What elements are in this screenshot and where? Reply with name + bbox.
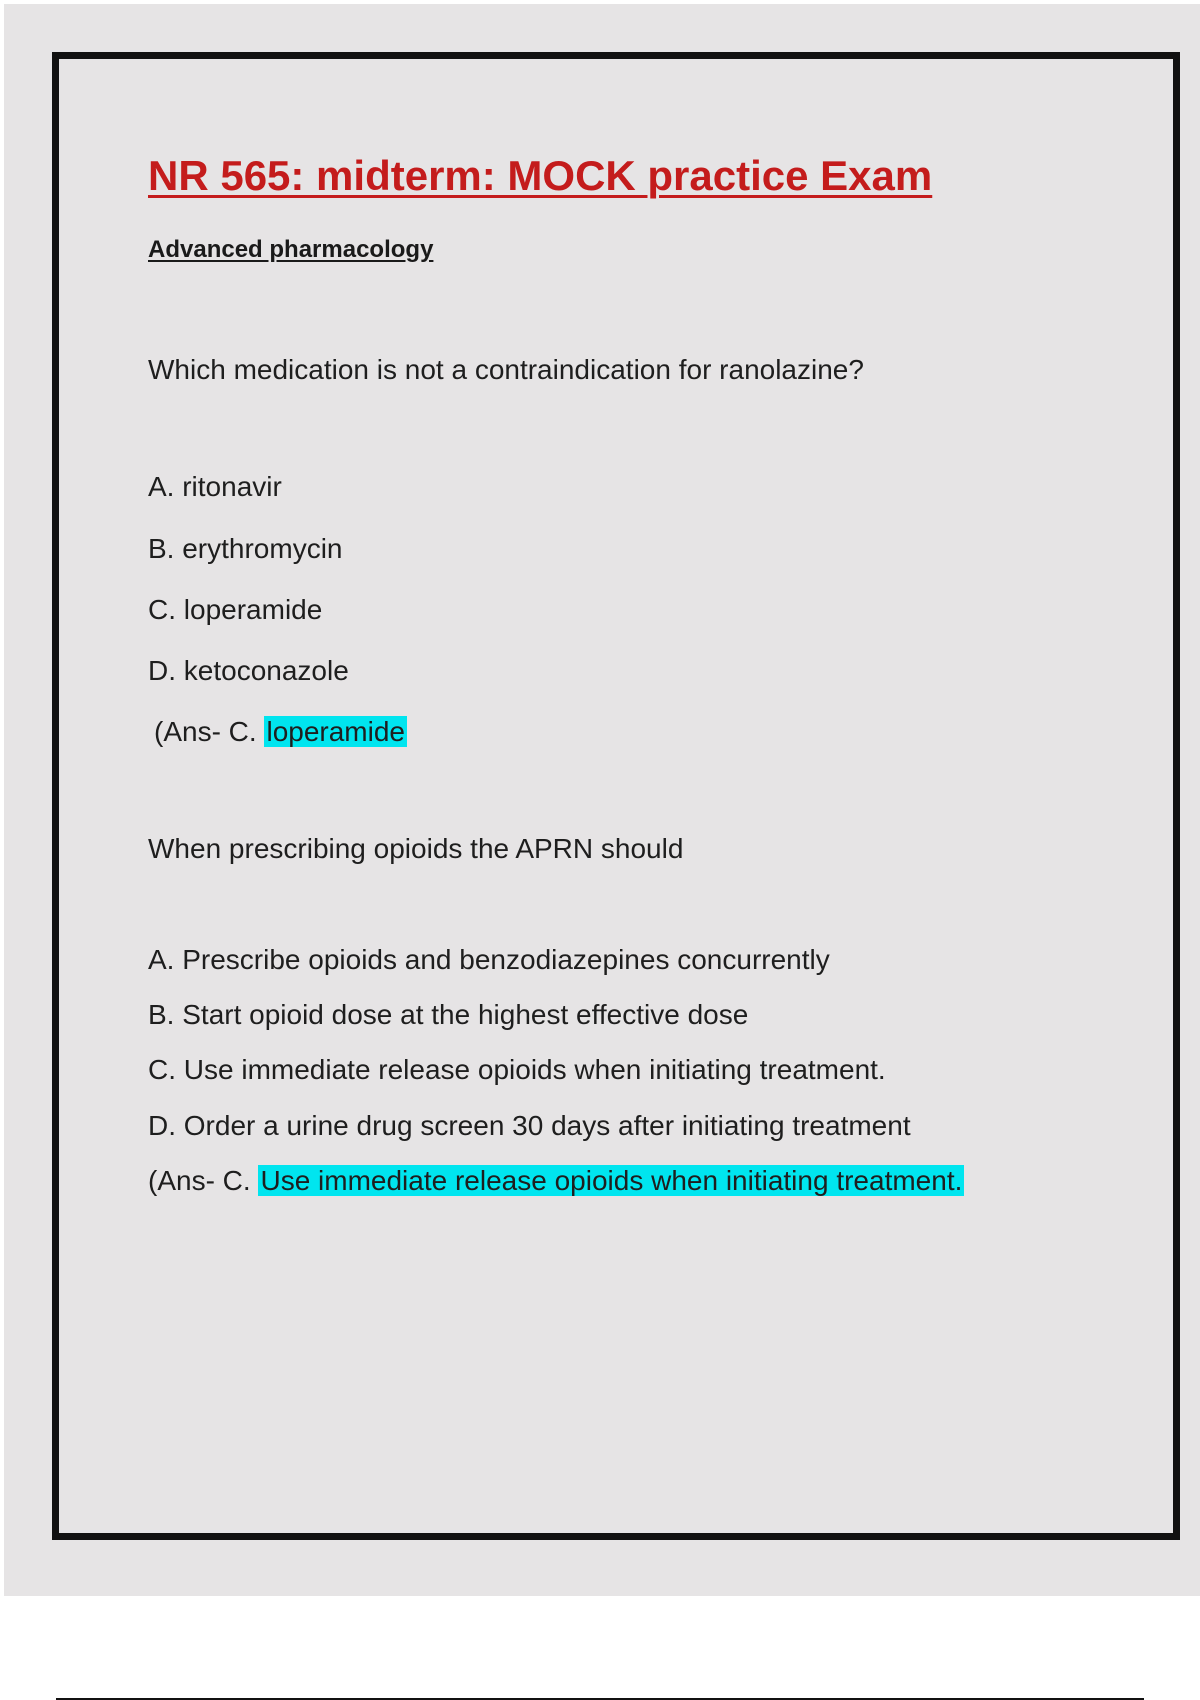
question-2-prompt: When prescribing opioids the APRN should: [148, 833, 684, 864]
question-2-option-b: B. Start opioid dose at the highest effective dose: [148, 999, 749, 1030]
question-1-answer: [154, 714, 407, 750]
question-1-prompt: Which medication is not a contraindication for ranolazine?: [148, 354, 864, 385]
question-2-answer-highlight: Use immediate release opioids when initiating treatment.: [260, 1165, 963, 1196]
question-1-answer-highlight: loperamide: [266, 716, 405, 747]
question-2-answer-prefix: (Ans- C.: [148, 1165, 251, 1196]
question-1-option-d: D. ketoconazole: [148, 655, 349, 686]
document-subtitle: Advanced pharmacology: [148, 236, 434, 263]
question-2-option-c: C. Use immediate release opioids when initiating treatment.: [148, 1054, 886, 1085]
question-1-option-c: C. loperamide: [148, 594, 323, 625]
page-border-frame: [52, 52, 1180, 1540]
question-1-option-a: A. ritonavir: [148, 471, 282, 502]
question-2-option-a: A. Prescribe opioids and benzodiazepines concurrently: [148, 944, 830, 975]
question-1-option-b: B. erythromycin: [148, 533, 343, 564]
question-2-answer: [148, 1163, 964, 1199]
question-1-answer-prefix: (Ans- C.: [154, 716, 257, 747]
question-2-option-d: D. Order a urine drug screen 30 days after initiating treatment: [148, 1110, 911, 1141]
document-title: NR 565: midterm: MOCK practice Exam: [148, 152, 933, 199]
